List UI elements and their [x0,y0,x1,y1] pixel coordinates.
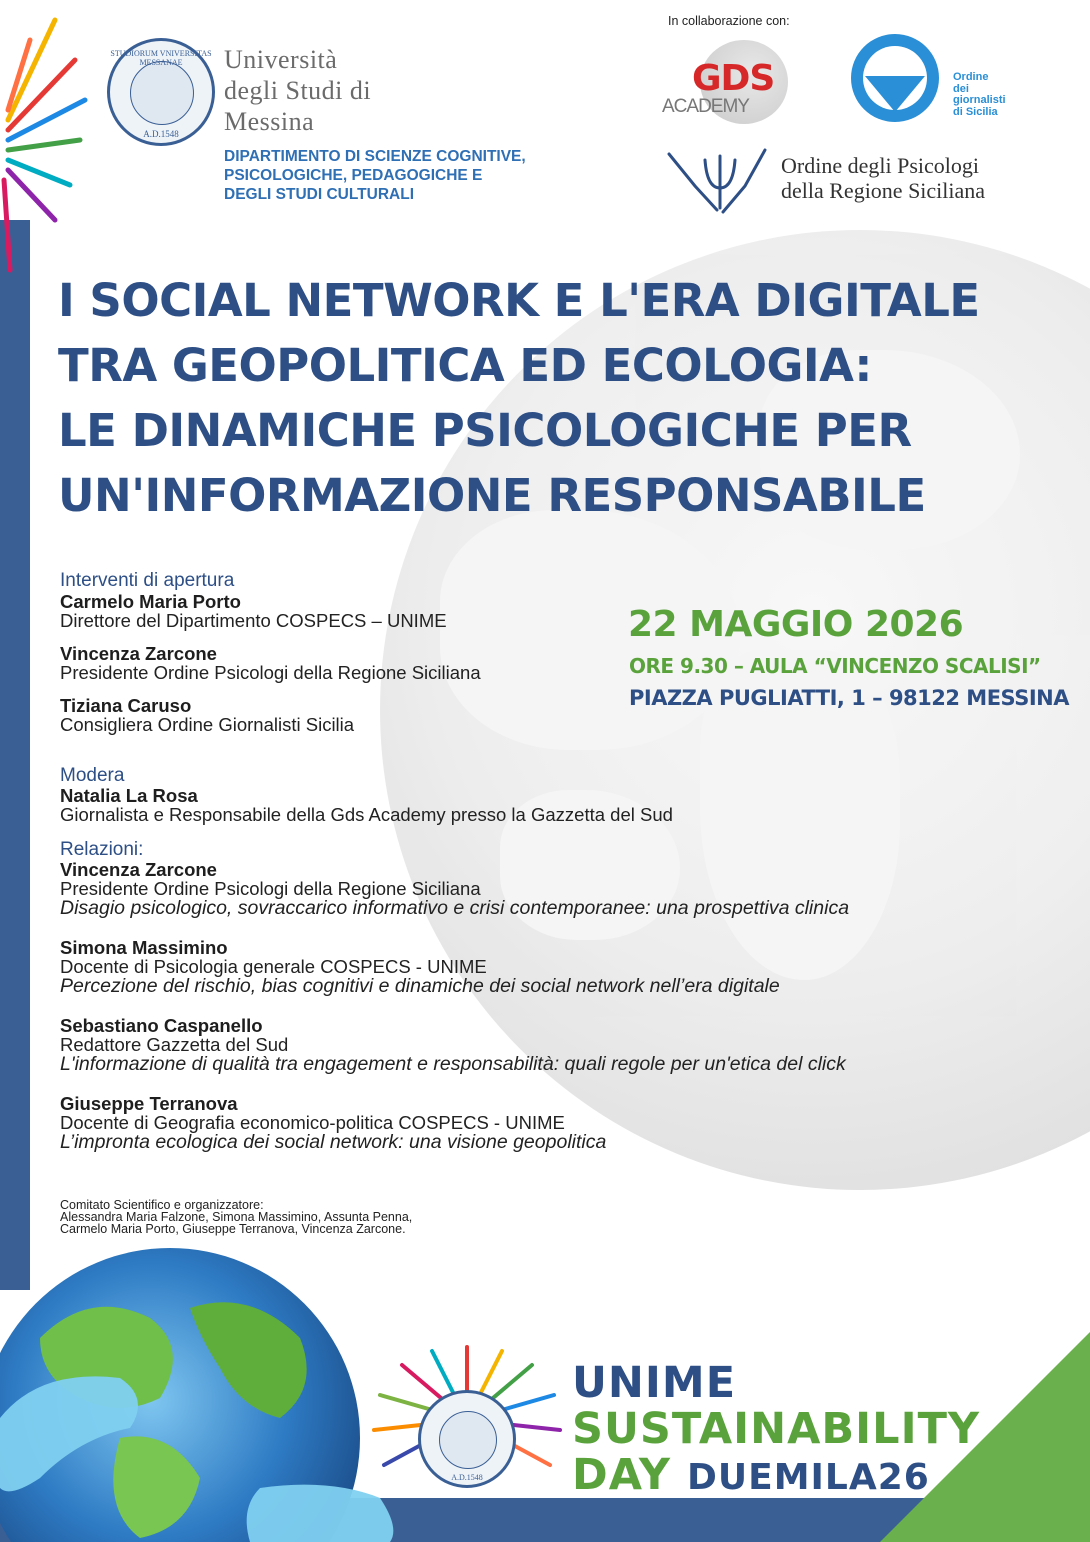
committee [60,1199,412,1235]
seal-text: STUDIORUM VNIVERSITAS MESSANAE [110,49,212,67]
talk-speaker-name: Sebastiano Caspanello [60,1015,263,1036]
title-line1: I SOCIAL NETWORK E L'ERA DIGITALE [58,274,980,327]
talk-speaker-name: Vincenza Zarcone [60,859,217,880]
talk-title: Disagio psicologico, sovraccarico informativo e crisi contemporanee: una prospettiva clinica [60,897,850,919]
talk-3 [60,1016,846,1074]
talk-title: L'informazione di qualità tra engagement e responsabilità: quali regole per un'etica del click [60,1053,846,1075]
department-line1: DIPARTIMENTO DI SCIENZE COGNITIVE, [224,148,526,165]
talk-1 [60,860,849,918]
speaker-name: Tiziana Caruso [60,695,192,716]
opening-speaker-2 [60,644,481,682]
talk-speaker-role: Presidente Ordine Psicologi della Regione Siciliana [60,878,481,899]
collaboration-label: In collaborazione con: [668,14,790,28]
committee-label: Comitato Scientifico e organizzatore: [60,1198,264,1212]
title-line2: TRA GEOPOLITICA ED ECOLOGIA: [58,339,872,392]
sustainability-line3 [572,1452,980,1501]
university-name-line2: degli Studi di [224,76,372,105]
department-line3: DEGLI STUDI CULTURALI [224,186,415,203]
opening-speaker-3 [60,696,354,734]
title-line3: LE DINAMICHE PSICOLOGICHE PER [58,404,912,457]
og-line1: Ordine [953,71,989,83]
sustainability-day [572,1360,980,1501]
sustainability-line1: UNIME [572,1358,737,1408]
speaker-name: Carmelo Maria Porto [60,591,241,612]
ordine-giornalisti-emblem-icon [845,32,945,127]
department-name [224,147,526,204]
seal-year-bottom: A.D.1548 [451,1473,483,1482]
op-line1: Ordine degli Psicologi [781,153,979,178]
talk-title: Percezione del rischio, bias cognitivi e dinamiche dei social network nell’era digitale [60,975,780,997]
speaker-role: Consigliera Ordine Giornalisti Sicilia [60,714,355,735]
department-line2: PSICOLOGICHE, PEDAGOGICHE E [224,167,483,184]
seal-year: A.D.1548 [143,129,179,139]
title-line4: UN'INFORMAZIONE RESPONSABILE [58,469,926,522]
sustainability-day-word: DAY [572,1450,671,1500]
committee-line2: Carmelo Maria Porto, Giuseppe Terranova, Vincenza Zarcone. [60,1222,406,1236]
sustainability-line2: SUSTAINABILITY [572,1404,981,1454]
sustainability-year: DUEMILA26 [686,1457,930,1498]
ordine-giornalisti-text [953,72,1006,118]
event-date: 22 MAGGIO 2026 [628,604,964,645]
speaker-role: Direttore del Dipartimento COSPECS – UNIME [60,610,447,631]
gds-sub: ACADEMY [662,96,749,117]
moderator [60,786,673,824]
event-time-place: ORE 9.30 – AULA “VINCENZO SCALISI” [629,654,1041,678]
opening-speaker-1 [60,592,447,630]
gds-mark: GDS [692,58,775,99]
psi-icon [665,146,775,218]
og-line4: di Sicilia [953,105,998,118]
talk-speaker-role: Docente di Psicologia generale COSPECS - UNIME [60,956,487,977]
university-seal-logo [107,38,215,146]
op-line2: della Regione Siciliana [781,178,986,203]
left-accent-bar [0,220,30,1290]
talk-speaker-role: Redattore Gazzetta del Sud [60,1034,289,1055]
gds-academy-logo [662,40,792,125]
talk-speaker-name: Simona Massimino [60,937,228,958]
university-seal-bottom-logo [418,1390,516,1488]
moderator-role: Giornalista e Responsabile della Gds Academy presso la Gazzetta del Sud [60,804,673,825]
talk-4 [60,1094,606,1152]
moderator-label: Modera [60,765,125,786]
university-name [224,44,371,137]
committee-line1: Alessandra Maria Falzone, Simona Massimino, Assunta Penna, [60,1210,413,1224]
talk-speaker-name: Giuseppe Terranova [60,1093,238,1114]
moderator-name: Natalia La Rosa [60,785,198,806]
ordine-giornalisti-logo [845,32,1025,127]
event-address: PIAZZA PUGLIATTI, 1 – 98122 MESSINA [629,686,1069,710]
og-line3: giornalisti [953,94,1006,106]
event-title [58,268,980,528]
og-line2: dei [953,82,969,95]
university-name-line3: Messina [224,107,315,136]
speaker-name: Vincenza Zarcone [60,643,217,664]
opening-label: Interventi di apertura [60,570,235,591]
talk-2 [60,938,780,996]
ordine-psicologi-text [781,153,985,203]
talk-speaker-role: Docente di Geografia economico-politica COSPECS - UNIME [60,1112,565,1133]
university-name-line1: Università [224,45,338,74]
earth-hands-illustration [0,1248,410,1542]
talks-label: Relazioni: [60,839,144,860]
firework-decoration [0,0,90,280]
talk-title: L’impronta ecologica dei social network: una visione geopolitica [60,1131,607,1153]
speaker-role: Presidente Ordine Psicologi della Regione Siciliana [60,662,481,683]
